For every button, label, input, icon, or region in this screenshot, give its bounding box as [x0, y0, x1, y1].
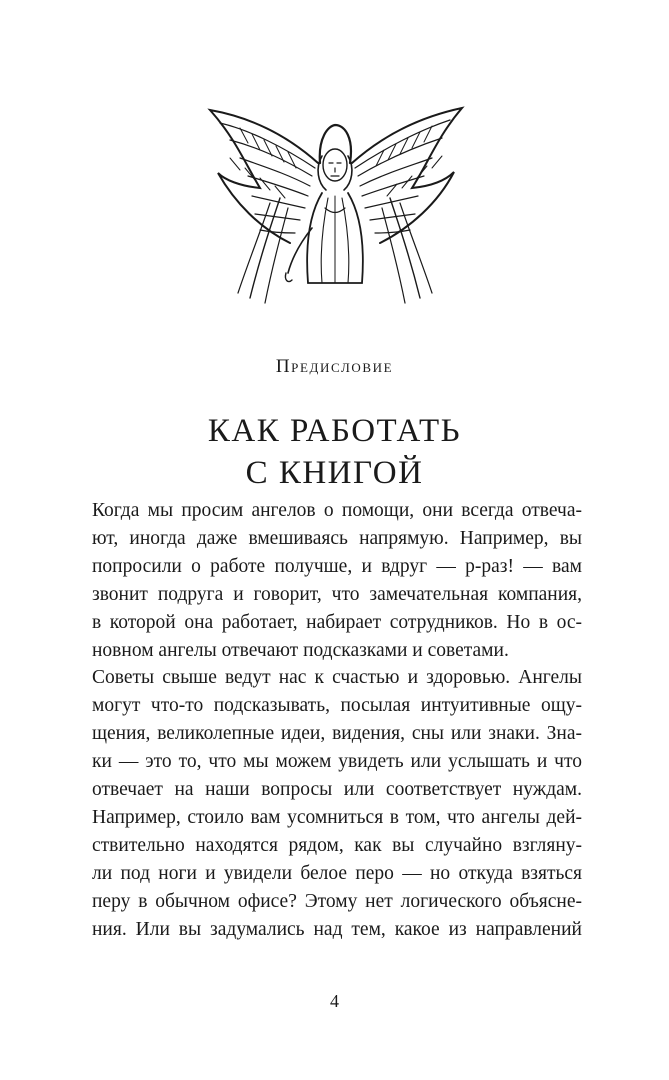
- body-line: Когда мы просим ангелов о помощи, они всегда отвеча-: [92, 500, 582, 521]
- body-text: [92, 497, 582, 944]
- body-line: перу в обычном офисе? Этому нет логического объясне-: [92, 890, 582, 912]
- chapter-title: [0, 410, 669, 494]
- angel-illustration-icon: [200, 68, 470, 318]
- body-line: могут что-то подсказывать, посылая интуитивные ощу-: [92, 695, 582, 717]
- page-number: 4: [330, 991, 339, 1011]
- section-label: Предисловие: [275, 356, 394, 377]
- body-line: попросили о работе получше, и вдруг — р-раз! — вам: [92, 555, 582, 577]
- body-line: в которой она работает, набирает сотрудников. Но в ос-: [92, 611, 582, 633]
- chapter-title-line-2: С КНИГОЙ: [245, 455, 424, 491]
- body-line: ют, иногда даже вмешиваясь напрямую. Например, вы: [92, 527, 582, 549]
- body-line: ния. Или вы задумались над тем, какое из направлений: [92, 918, 582, 940]
- body-line: ки — это то, что мы можем увидеть или услышать и что: [92, 751, 582, 773]
- body-line: отвечает на наши вопросы или соответствует нуждам.: [92, 779, 582, 801]
- body-line: звонит подруга и говорит, что замечательная компания,: [92, 583, 582, 605]
- chapter-title-line-1: КАК РАБОТАТЬ: [207, 413, 462, 449]
- body-line: новном ангелы отвечают подсказками и советами.: [92, 639, 509, 661]
- body-line: Например, стоило вам усомниться в том, что ангелы дей-: [92, 806, 582, 828]
- body-line: Советы свыше ведут нас к счастью и здоровью. Ангелы: [92, 667, 582, 689]
- body-line: ствительно находятся рядом, как вы случайно взгляну-: [92, 834, 582, 856]
- body-line: ли под ноги и увидели белое перо — но откуда взяться: [92, 862, 582, 884]
- body-line: щения, великолепные идеи, видения, сны или знаки. Зна-: [92, 723, 582, 745]
